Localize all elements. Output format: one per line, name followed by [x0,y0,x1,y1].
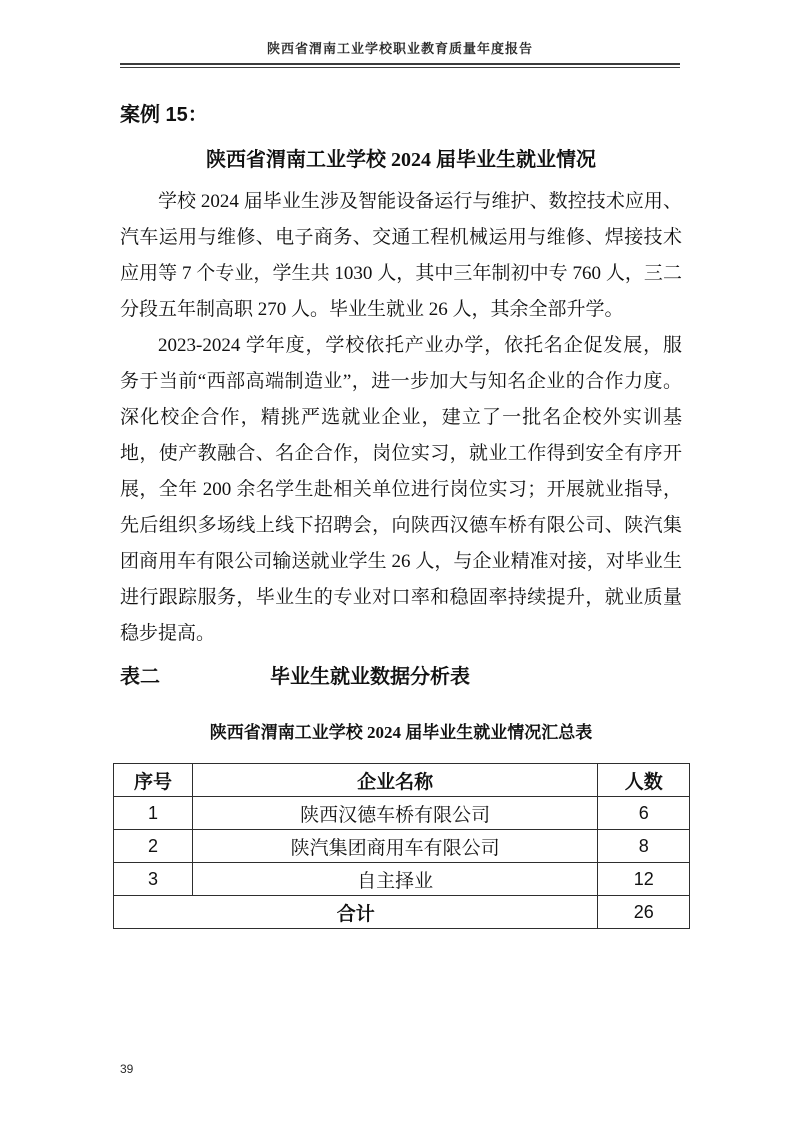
table-row [114,830,690,863]
table-heading: 毕业生就业数据分析表 [270,666,470,688]
row-count: 8 [598,830,690,863]
case-label: 案例 15： [120,104,208,126]
case-title: 陕西省渭南工业学校 2024 届毕业生就业情况 [206,149,596,171]
column-header-company: 企业名称 [192,764,598,797]
table-heading-row [120,662,682,692]
running-header-title: 陕西省渭南工业学校职业教育质量年度报告 [266,41,533,56]
table-number-label: 表二 [120,666,160,688]
row-no: 3 [114,863,193,896]
page-content [0,98,800,929]
paragraph-employment-work: 2023-2024 学年度，学校依托产业办学，依托名企促发展，服务于当前“西部高端制造业”，进一步加大与知名企业的合作力度。深化校企合作，精挑严选就业企业，建立了一批名企校外实训基地，使产教融合、名企合作，岗位实习，就业工作得到安全有序开展，全年 200 余名学生赴相关单位进行岗位实习；开展就业指导，先后组织多场线上线下招聘会，向陕西汉德车桥有限公司、陕汽集团商用车有限公司输送就业学生 26 人，与企业精准对接，对毕业生进行跟踪服务，毕业生的专业对口率和稳固率持续提升，就业质量稳步提高。 [120,335,682,644]
paragraph-overview: 学校 2024 届毕业生涉及智能设备运行与维护、数控技术应用、汽车运用与维修、电子商务、交通工程机械运用与维修、焊接技术应用等 7 个专业，学生共 1030 人，其中三年制初中专 760 人，三二分段五年制高职 270 人。毕业生就业 26 人，其余全部升学。 [120,191,682,320]
table-header-row [114,764,690,797]
table-row [114,797,690,830]
row-company: 陕汽集团商用车有限公司 [192,830,598,863]
table-total-row [114,896,690,929]
row-count: 12 [598,863,690,896]
row-no: 2 [114,830,193,863]
column-header-count: 人数 [598,764,690,797]
table-row [114,863,690,896]
header-divider [120,63,680,68]
employment-summary-table [113,763,690,929]
row-no: 1 [114,797,193,830]
page-number: 39 [120,1062,134,1076]
row-company: 自主择业 [192,863,598,896]
table-caption: 陕西省渭南工业学校 2024 届毕业生就业情况汇总表 [209,723,593,742]
column-header-no: 序号 [114,764,193,797]
row-count: 6 [598,797,690,830]
total-label: 合计 [114,896,598,929]
total-count: 26 [598,896,690,929]
row-company: 陕西汉德车桥有限公司 [192,797,598,830]
